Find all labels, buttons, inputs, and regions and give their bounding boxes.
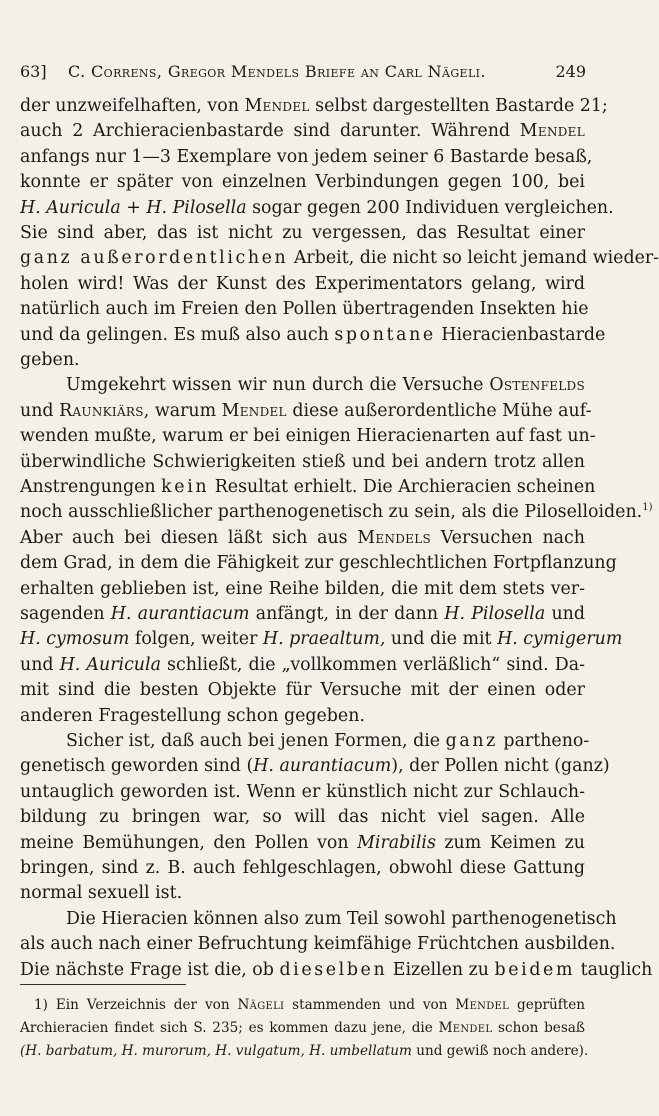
text-line	[20, 855, 585, 882]
text-run: und gewiß noch andere).	[411, 1043, 589, 1059]
section-number: 63]	[20, 62, 47, 81]
text-run: H. aurantiacum	[253, 756, 392, 777]
text-run: normal sexuell ist.	[20, 883, 183, 904]
footnote-line	[20, 994, 585, 1016]
text-run: Mendel	[244, 96, 310, 116]
text-run: der unzweifelhaften, von	[20, 96, 245, 116]
footnote-line	[20, 1040, 589, 1062]
text-line	[20, 576, 585, 603]
text-line	[20, 779, 585, 806]
text-line	[20, 525, 585, 552]
text-run: auch 2 Archieracienbastarde sind darunter. Während	[20, 121, 520, 142]
text-line	[20, 474, 596, 501]
text-run: folgen, weiter	[129, 629, 263, 650]
text-run: und	[20, 400, 60, 421]
text-line	[20, 372, 585, 399]
text-run: Versuchen nach	[431, 527, 585, 548]
text-run: sagenden	[20, 604, 111, 624]
text-line	[20, 906, 617, 933]
text-run: beidem	[494, 959, 576, 980]
text-run: , warum	[143, 400, 222, 421]
text-run: anfangs nur 1—3 Exemplare von jedem seiner 6 Bastarde besaß,	[20, 146, 593, 167]
text-run: dem Grad, in dem die Fähigkeit zur geschlechtlichen Fortpflanzung	[20, 553, 617, 574]
text-run: stammenden und von	[284, 997, 456, 1013]
text-run: H. praealtum,	[262, 629, 386, 650]
text-run: und	[545, 604, 585, 624]
text-line	[20, 753, 610, 780]
text-run: natürlich auch im Freien den Pollen übertragenden Insekten hie	[20, 299, 589, 320]
text-line	[20, 931, 616, 958]
text-run: zum Keimen zu	[435, 832, 585, 853]
text-line	[20, 169, 585, 196]
text-run: Raunkiärs	[59, 400, 144, 421]
text-line	[20, 347, 585, 374]
text-run: spontane	[334, 324, 436, 345]
text-run: bringen, sind z. B. auch fehlgeschlagen, obwohl diese Gattung	[20, 858, 585, 878]
text-run: anfängt, in der dann	[249, 604, 445, 624]
text-run: mit sind die besten Objekte für Versuche mit der einen oder	[20, 680, 585, 701]
running-title: C. Correns, Gregor Mendels Briefe an Carl Nägeli.	[68, 62, 486, 81]
text-run: erhalten geblieben ist, eine Reihe bilden, die mit dem stets ver-	[20, 578, 585, 599]
text-run: ganz außerordentlichen	[20, 248, 289, 269]
text-run: anderen Fragestellung schon gegeben.	[20, 705, 365, 726]
text-run: Anstrengungen	[20, 477, 162, 497]
text-run: Resultat erhielt. Die Archieracien scheinen	[209, 477, 596, 497]
text-run: Mendel	[519, 121, 585, 142]
text-line	[20, 144, 593, 171]
text-line	[20, 957, 653, 984]
text-run: und da gelingen. Es muß also auch	[20, 324, 335, 345]
text-run: diese außerordentliche Mühe auf-	[286, 400, 592, 421]
text-run: tauglich	[575, 959, 653, 980]
text-run: H. Pilosella	[444, 604, 546, 624]
text-run: Aber auch bei diesen läßt sich aus	[20, 527, 358, 548]
footnote-marker: 1)	[642, 502, 653, 514]
text-line	[20, 220, 585, 247]
text-run: sogar gegen 200 Individuen vergleichen.	[246, 197, 614, 218]
text-run: geprüften	[509, 997, 585, 1013]
text-run: meine Bemühungen, den Pollen von	[20, 832, 358, 853]
text-run: 1) Ein Verzeichnis der von	[34, 997, 238, 1013]
text-run: Mendel	[438, 1020, 493, 1036]
text-run: konnte er später von einzelnen Verbindungen gegen 100, bei	[20, 172, 585, 193]
text-run: Sicher ist, daß auch bei jenen Formen, die	[66, 731, 446, 751]
text-line	[20, 423, 596, 450]
text-run: Mendel	[455, 997, 510, 1013]
text-run: Hieracienbastarde	[435, 324, 606, 345]
text-run: selbst dargestellten Bastarde 21;	[309, 96, 608, 116]
text-run: (H. barbatum, H. murorum, H. vulgatum, H. umbellatum	[20, 1043, 412, 1059]
text-run: schon besaß	[492, 1020, 585, 1036]
footnote-line	[20, 1017, 585, 1039]
text-run: Ostenfelds	[489, 375, 585, 396]
text-run: genetisch geworden sind (	[20, 756, 254, 777]
text-run: dieselben	[279, 959, 388, 980]
page-number: 249	[555, 62, 586, 81]
text-run: partheno-	[497, 731, 590, 751]
text-run: kein	[161, 477, 210, 497]
text-run: Umgekehrt wissen wir nun durch die Versuche	[66, 375, 490, 396]
text-line	[20, 550, 617, 577]
text-line	[20, 271, 585, 298]
text-run: geben.	[20, 350, 80, 370]
text-line	[20, 398, 592, 425]
text-line	[20, 703, 585, 730]
text-line	[20, 626, 623, 653]
text-line	[20, 245, 659, 272]
text-line	[20, 804, 585, 831]
text-run: noch ausschließlicher parthenogenetisch zu sein, als die Piloselloiden.	[20, 502, 643, 523]
text-run: ), der Pollen nicht (ganz)	[391, 756, 610, 777]
text-run: Mendel	[221, 400, 287, 421]
text-line	[20, 830, 585, 857]
text-run: bildung zu bringen war, so will das nicht viel sagen. Alle	[20, 807, 585, 828]
text-run: H. cymosum	[20, 629, 130, 650]
footnote-rule	[20, 984, 186, 985]
text-run: Mendels	[357, 527, 432, 548]
text-run: H. Auricula	[59, 654, 161, 675]
text-line	[20, 195, 614, 222]
text-run: Die nächste Frage ist die, ob	[20, 959, 280, 980]
text-run: und	[20, 654, 60, 675]
text-run: untauglich geworden ist. Wenn er künstlich nicht zur Schlauch-	[20, 781, 585, 802]
text-line	[20, 677, 585, 704]
text-run: Nägeli	[237, 997, 285, 1013]
text-run: wenden mußte, warum er bei einigen Hieracienarten auf fast un-	[20, 426, 596, 447]
text-run: und die mit	[385, 629, 498, 650]
text-run: ganz	[445, 731, 498, 751]
text-line	[20, 449, 585, 476]
text-line	[20, 652, 585, 679]
text-line	[20, 601, 585, 628]
text-run: holen wird! Was der Kunst des Experimentators gelang, wird	[20, 273, 585, 294]
text-line	[20, 118, 585, 145]
text-run: Archieracien findet sich S. 235; es kommen dazu jene, die	[20, 1020, 439, 1036]
text-line	[20, 322, 606, 349]
text-line	[20, 296, 589, 323]
text-run: H. Auricula + H. Pilosella	[20, 197, 247, 218]
text-run: überwindliche Schwierigkeiten stieß und bei andern trotz allen	[20, 451, 585, 472]
text-run: Arbeit, die nicht so leicht jemand wieder-	[288, 248, 659, 269]
text-run: schließt, die „vollkommen verläßlich“ sind. Da-	[160, 654, 585, 675]
text-run: H. aurantiacum	[110, 604, 250, 624]
text-line	[20, 880, 585, 907]
text-run: Die Hieracien können also zum Teil sowohl parthenogenetisch	[66, 908, 617, 929]
text-line	[20, 728, 590, 755]
text-line	[20, 499, 653, 526]
text-run: H. cymigerum	[497, 629, 623, 650]
text-run: als auch nach einer Befruchtung keimfähige Früchtchen ausbilden.	[20, 934, 616, 955]
text-run: Mirabilis	[357, 832, 436, 853]
text-line	[20, 93, 608, 120]
text-run: Sie sind aber, das ist nicht zu vergessen, das Resultat einer	[20, 223, 585, 243]
text-run: Eizellen zu	[387, 959, 495, 980]
